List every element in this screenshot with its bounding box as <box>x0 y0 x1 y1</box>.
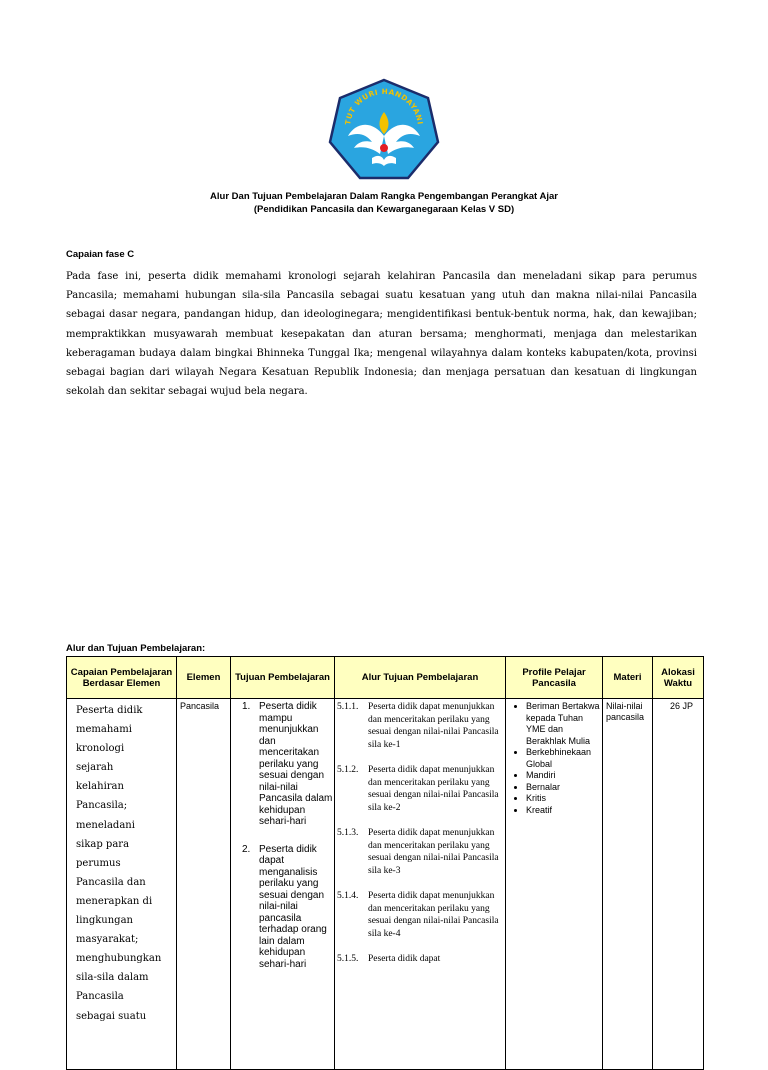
alur-tujuan-number: 5.1.2. <box>337 765 359 775</box>
tut-wuri-handayani-logo <box>328 78 440 182</box>
alur-tujuan-item <box>335 890 505 940</box>
tujuan-text: Peserta didik mampu menunjukkan dan menceritakan perilaku yang sesuai dengan nilai-nilai Pancasila dalam kehidupan sehari-hari <box>259 701 333 827</box>
profile-item: • Kritis <box>526 793 602 805</box>
capaian-line: memahami <box>76 724 132 736</box>
header-profile: Profile Pelajar Pancasila <box>506 657 603 699</box>
document-title: Alur Dan Tujuan Pembelajaran Dalam Rangka Pengembangan Perangkat Ajar <box>210 191 558 202</box>
profile-item: • Kreatif <box>526 805 602 817</box>
capaian-line: sebagai suatu <box>76 1010 147 1022</box>
alur-tujuan-number: 5.1.1. <box>337 702 359 712</box>
table-row <box>67 699 704 1070</box>
tujuan-item <box>231 701 334 828</box>
capaian-line: sikap para <box>76 838 130 850</box>
alur-tujuan-item <box>335 953 505 966</box>
header-alur-tujuan: Alur Tujuan Pembelajaran <box>335 657 506 699</box>
alur-tujuan-number: 5.1.3. <box>337 828 359 838</box>
capaian-paragraph: Pada fase ini, peserta didik memahami kronologi sejarah kelahiran Pancasila dan meneladani sikap para perumus Pancasila; memahami hubungan sila-sila Pancasila sebagai suatu kesatuan yang utuh dan makna nilai-nilai Pancasila sebagai dasar negara, pandangan hidup, dan ideologinegara; mengidentifikasi bentuk-bentuk norma, hak, dan kewajiban; mempraktikkan musyawarah membuat kesepakatan dan aturan bersama; menghormati, menjaga dan melestarikan keberagaman budaya dalam bingkai Bhinneka Tunggal Ika; mengenal wilayahnya dalam konteks kabupaten/kota, provinsi sebagai bagian dari wilayah Negara Kesatuan Republik Indonesia; dan menjaga persatuan dan kesatuan di lingkungan sekolah dan sekitar sebagai wujud bela negara. <box>66 271 697 398</box>
capaian-line: Pancasila; <box>76 800 128 812</box>
capaian-line: lingkungan <box>76 915 133 927</box>
alur-table <box>66 656 704 1070</box>
alur-tujuan-text: Peserta didik dapat menunjukkan dan menceritakan perilaku yang sesuai dengan nilai-nilai Pancasila sila ke-4 <box>368 891 499 939</box>
svg-text:TUT WURI HANDAYANI: TUT WURI HANDAYANI <box>343 86 425 126</box>
capaian-line: meneladani <box>76 819 135 831</box>
profile-item: • Mandiri <box>526 770 602 782</box>
alur-tujuan-text: Peserta didik dapat menunjukkan dan menceritakan perilaku yang sesuai dengan nilai-nilai Pancasila sila ke-3 <box>368 828 499 876</box>
elemen-cell <box>177 699 231 1070</box>
alokasi-cell <box>653 699 704 1070</box>
capaian-heading: Capaian fase C <box>66 249 135 260</box>
tujuan-cell <box>231 699 335 1070</box>
capaian-line: menghubungkan <box>76 953 162 965</box>
alur-tujuan-item <box>335 764 505 814</box>
alokasi-value: 26 JP <box>669 701 693 711</box>
capaian-line: sila-sila dalam <box>76 972 149 984</box>
alur-heading: Alur dan Tujuan Pembelajaran: <box>66 643 206 654</box>
capaian-line: menerapkan di <box>76 895 153 907</box>
capaian-line: masyarakat; <box>76 934 139 946</box>
capaian-line: perumus <box>76 857 121 869</box>
capaian-cell <box>67 699 177 1070</box>
alur-tujuan-number: 5.1.5. <box>337 954 359 964</box>
capaian-line: Peserta didik <box>76 705 143 716</box>
alur-tujuan-item <box>335 827 505 877</box>
materi-cell <box>603 699 653 1070</box>
capaian-line: Pancasila dan <box>76 876 146 888</box>
capaian-line: Pancasila <box>76 991 124 1003</box>
alur-tujuan-cell <box>335 699 506 1070</box>
profile-cell <box>506 699 603 1070</box>
header-alokasi: Alokasi Waktu <box>653 657 704 699</box>
alur-tujuan-text: Peserta didik dapat menunjukkan dan menceritakan perilaku yang sesuai dengan nilai-nilai Pancasila sila ke-2 <box>368 765 499 813</box>
tujuan-text: Peserta didik dapat menganalisis perilaku yang sesuai dengan nilai-nilai pancasila terhadap orang lain dalam kehidupan sehari-hari <box>259 843 327 970</box>
document-subtitle: (Pendidikan Pancasila dan Kewarganegaraan Kelas V SD) <box>253 204 515 215</box>
alur-tujuan-item <box>335 701 505 751</box>
header-tujuan: Tujuan Pembelajaran <box>231 657 335 699</box>
capaian-line: kelahiran <box>76 781 124 793</box>
tujuan-item <box>231 844 334 971</box>
header-materi: Materi <box>603 657 653 699</box>
materi-value: Nilai-nilai pancasila <box>606 701 645 722</box>
table-header-row <box>67 657 704 699</box>
alur-tujuan-text: Peserta didik dapat menunjukkan dan menceritakan perilaku yang sesuai dengan nilai-nilai Pancasila sila ke-1 <box>368 702 499 750</box>
profile-item: • Berkebhinekaan Global <box>526 747 602 770</box>
tujuan-number: 1. <box>242 701 251 712</box>
alur-tujuan-text: Peserta didik dapat <box>368 954 441 964</box>
header-elemen: Elemen <box>177 657 231 699</box>
capaian-line: sejarah <box>76 762 114 774</box>
profile-item: • Bernalar <box>526 782 602 794</box>
alur-tujuan-number: 5.1.4. <box>337 891 359 901</box>
profile-item: • Beriman Bertakwa kepada Tuhan YME dan Berakhlak Mulia <box>526 701 602 747</box>
elemen-value: Pancasila <box>180 701 220 711</box>
tujuan-number: 2. <box>242 843 251 855</box>
header-capaian: Capaian Pembelajaran Berdasar Elemen <box>67 657 177 699</box>
capaian-line: kronologi <box>76 743 125 755</box>
